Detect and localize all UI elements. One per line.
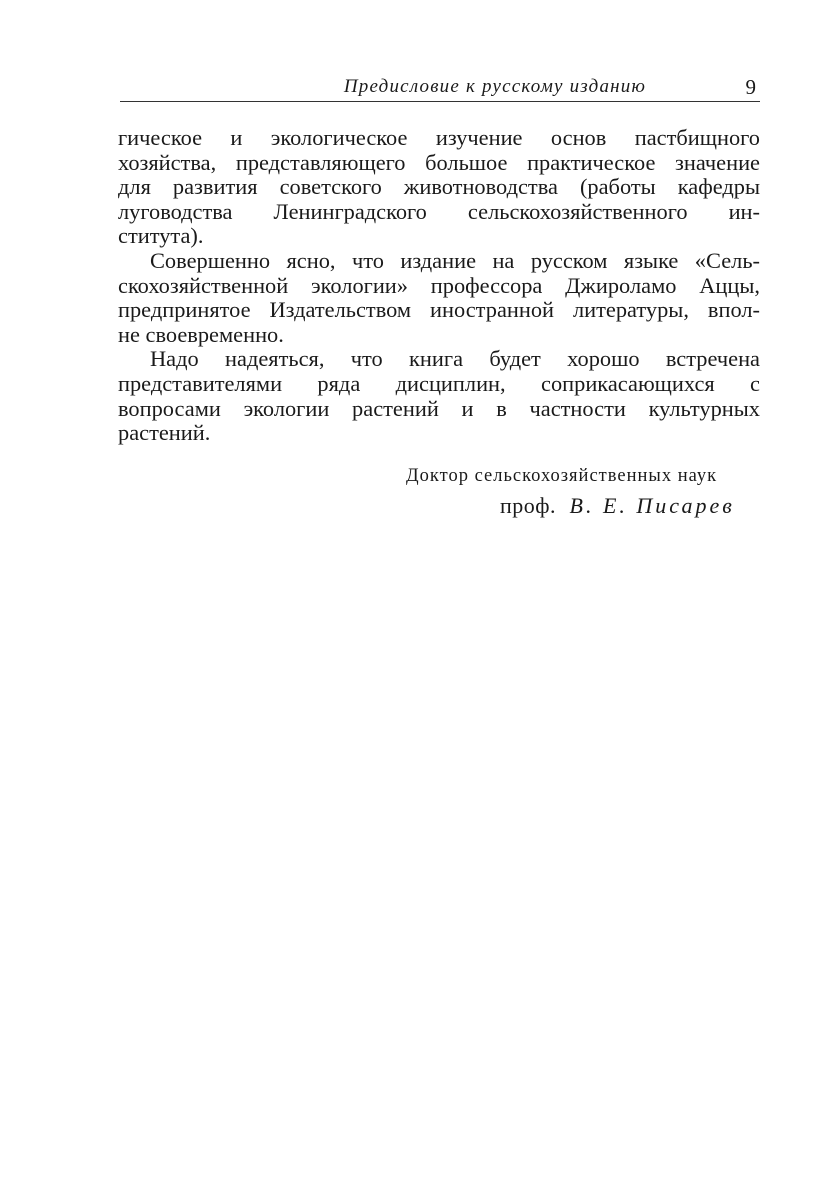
text-line: ститута). [118, 223, 204, 249]
page-number: 9 [745, 75, 756, 99]
running-head [120, 76, 760, 102]
signature-block [406, 466, 756, 519]
author-name-row [406, 493, 756, 519]
paragraph-start-line: Совершенно ясно, что издание на русском языке «Сель- [150, 247, 760, 273]
text-line: скохозяйственной экологии» профессора Джироламо Аццы, [118, 272, 760, 298]
paragraph-start-line: Надо надеяться, что книга будет хорошо встречена [150, 346, 760, 372]
text-line: вопросами экологии растений и в частности культурных [118, 395, 760, 421]
text-line: хозяйства, представляющего большое практическое значение [118, 149, 760, 175]
body-text [118, 126, 760, 446]
text-line: для развития советского животноводства (работы кафедры [118, 174, 760, 200]
text-line: не своевременно. [118, 321, 284, 347]
text-line: луговодства Ленинградского сельскохозяйственного ин- [118, 198, 760, 224]
text-line: представителями ряда дисциплин, соприкасающихся с [118, 370, 760, 396]
text-line: предпринятое Издательством иностранной литературы, впол- [118, 297, 760, 323]
author-degree: Доктор сельскохозяйственных наук [406, 466, 718, 486]
author-name: В. Е. Писарев [569, 493, 735, 518]
header-rule [120, 101, 760, 102]
text-line: гическое и экологическое изучение основ пастбищного [118, 125, 760, 150]
text-line: растений. [118, 420, 211, 446]
running-title: Предисловие к русскому изданию [343, 76, 647, 97]
author-title: проф. [500, 493, 557, 518]
